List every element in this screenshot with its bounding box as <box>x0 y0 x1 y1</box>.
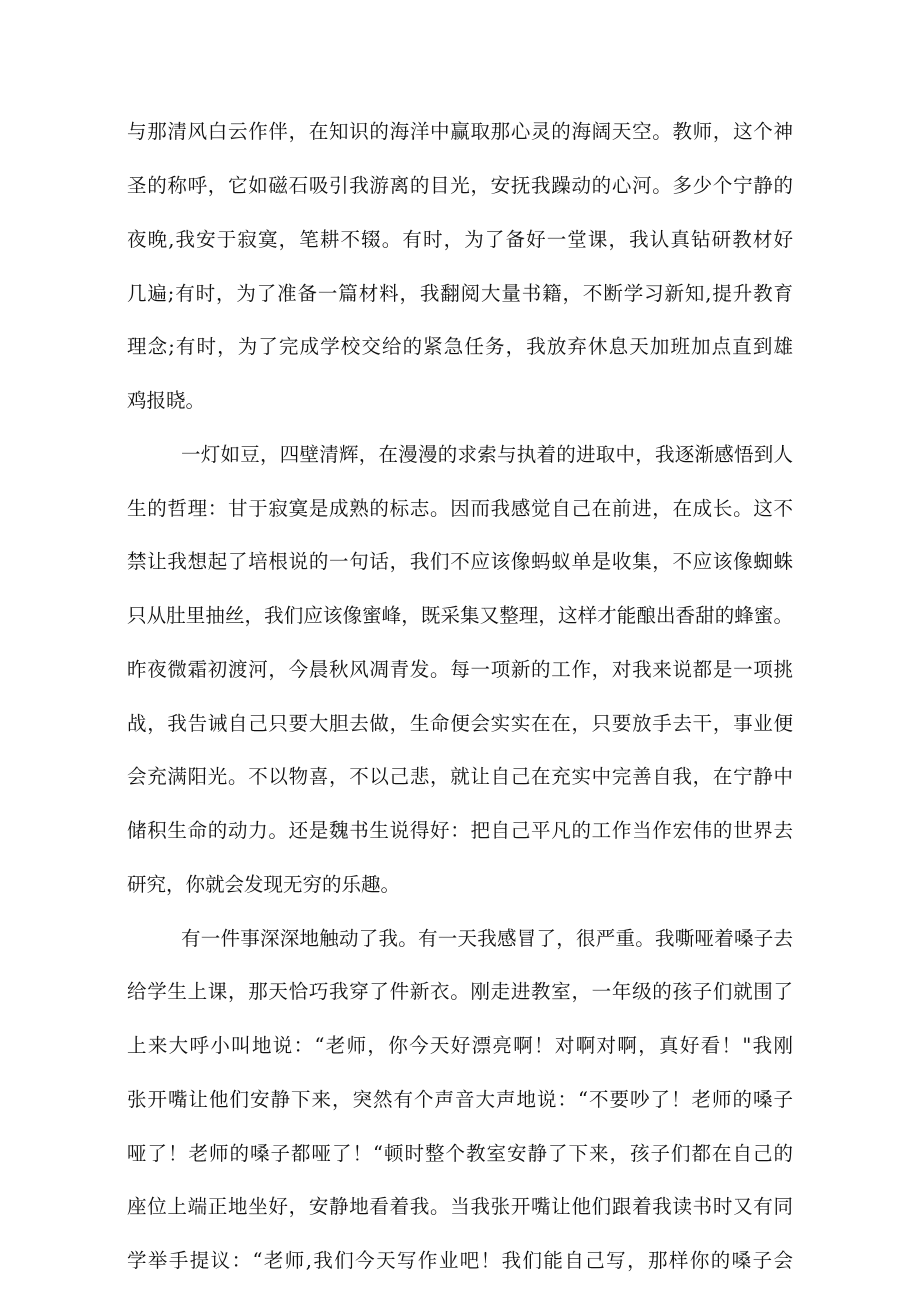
paragraph-3-line-1: 有一件事深深地触动了我。有一天我感冒了，很严重。我嘶哑着嗓子去 <box>181 927 793 950</box>
paragraph-2-line-4: 只从肚里抽丝，我们应该像蜜峰，既采集又整理，这样才能酿出香甜的蜂蜜。 <box>127 604 793 627</box>
paragraph-3-line-5: 哑了！老师的嗓子都哑了！“顿时整个教室安静了下来，孩子们都在自己的 <box>127 1142 793 1165</box>
paragraph-3-line-3: 上来大呼小叫地说：“老师，你今天好漂亮啊！对啊对啊，真好看！"我刚 <box>127 1034 793 1057</box>
paragraph-1-line-5: 理念;有时，为了完成学校交给的紧急任务，我放弃休息天加班加点直到雄 <box>127 335 793 358</box>
paragraph-1-line-3: 夜晚,我安于寂寞，笔耕不辍。有时，为了备好一堂课，我认真钻研教材好 <box>127 228 793 251</box>
paragraph-3-line-7: 学举手提议：“老师,我们今天写作业吧！我们能自己写，那样你的嗓子会 <box>127 1249 793 1272</box>
paragraph-2-line-5: 昨夜微霜初渡河，今晨秋风凋青发。每一项新的工作，对我来说都是一项挑 <box>127 658 793 681</box>
paragraph-3-line-6: 座位上端正地坐好，安静地看着我。当我张开嘴让他们跟着我读书时又有同 <box>127 1195 793 1218</box>
paragraph-1-line-1: 与那清风白云作伴，在知识的海洋中赢取那心灵的海阔天空。教师，这个神 <box>127 120 793 143</box>
paragraph-2-line-3: 禁让我想起了培根说的一句话，我们不应该像蚂蚁单是收集，不应该像蜘蛛 <box>127 550 793 573</box>
paragraph-2-line-1: 一灯如豆，四壁清辉，在漫漫的求索与执着的进取中，我逐渐感悟到人 <box>181 443 793 466</box>
paragraph-2-line-7: 会充满阳光。不以物喜，不以己悲，就让自己在充实中完善自我，在宁静中 <box>127 765 793 788</box>
paragraph-2-line-6: 战，我告诫自己只要大胆去做，生命便会实实在在，只要放手去干，事业便 <box>127 712 793 735</box>
paragraph-1-line-2: 圣的称呼，它如磁石吸引我游离的目光，安抚我躁动的心河。多少个宁静的 <box>127 174 793 197</box>
paragraph-3-line-2: 给学生上课，那天恰巧我穿了件新衣。刚走进教室，一年级的孩子们就围了 <box>127 980 793 1003</box>
paragraph-2-line-9: 研究，你就会发现无穷的乐趣。 <box>127 873 401 896</box>
paragraph-1-line-4: 几遍;有时，为了准备一篇材料，我翻阅大量书籍，不断学习新知,提升教育 <box>127 282 793 305</box>
paragraph-2-line-2: 生的哲理：甘于寂寞是成熟的标志。因而我感觉自己在前进，在成长。这不 <box>127 497 793 520</box>
paragraph-1-line-6: 鸡报晓。 <box>127 389 206 412</box>
paragraph-2-line-8: 储积生命的动力。还是魏书生说得好：把自己平凡的工作当作宏伟的世界去 <box>127 819 793 842</box>
paragraph-3-line-4: 张开嘴让他们安静下来，突然有个声音大声地说：“不要吵了！老师的嗓子 <box>127 1088 793 1111</box>
